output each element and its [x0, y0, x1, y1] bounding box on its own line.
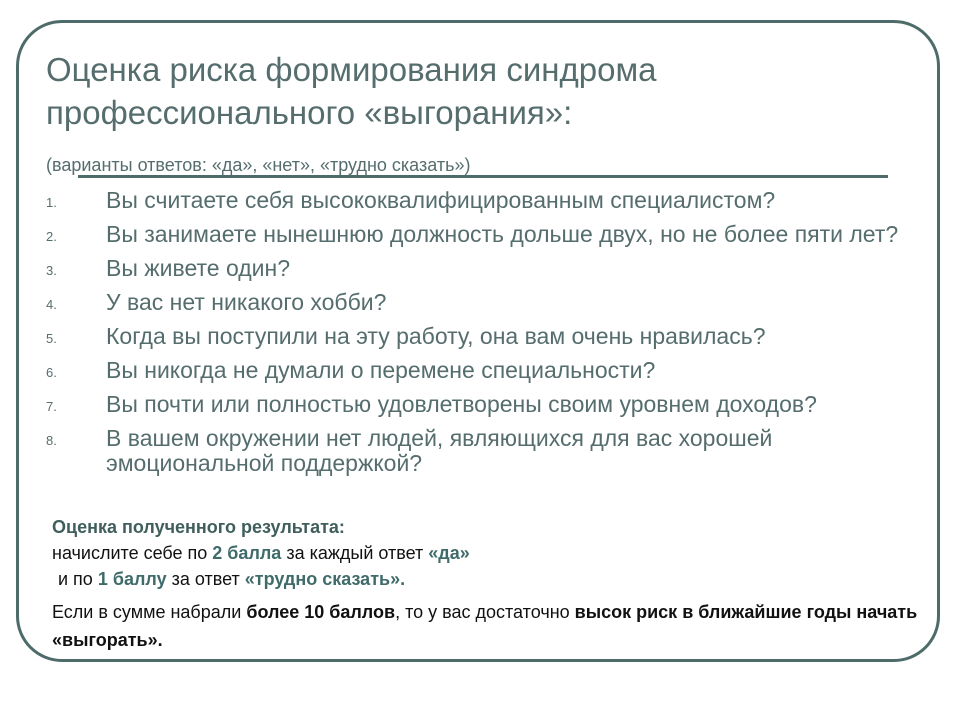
- threshold-score: более 10 баллов: [246, 602, 396, 622]
- question-text: У вас нет никакого хобби?: [106, 289, 387, 315]
- answer-yes: «да»: [428, 543, 470, 563]
- score-one-point: 1 баллу: [97, 569, 167, 589]
- question-item: [46, 188, 946, 215]
- question-text: Вы считаете себя высококвалифицированным специалистом?: [106, 187, 776, 213]
- question-item: [46, 358, 946, 385]
- question-number: 6.: [46, 365, 57, 380]
- divider-line: [78, 175, 888, 178]
- result-section: [52, 514, 932, 654]
- conclusion-text: [52, 598, 932, 654]
- question-list: [46, 188, 946, 483]
- question-text: Вы никогда не думали о перемене специальности?: [106, 357, 656, 383]
- question-item: [46, 392, 946, 419]
- question-number: 8.: [46, 433, 57, 448]
- scoring-rule-yes: [52, 540, 932, 566]
- score-two-points: 2 балла: [212, 543, 282, 563]
- question-item: [46, 324, 946, 351]
- conclusion-part: Если в сумме набрали: [52, 602, 247, 622]
- risk-statement: высок риск в ближайшие годы начать «выгорать».: [52, 602, 918, 650]
- question-item: [46, 256, 946, 283]
- conclusion-part: , то у вас достаточно: [395, 602, 575, 622]
- question-text: Вы живете один?: [106, 255, 290, 281]
- answer-unsure: «трудно сказать».: [244, 569, 406, 589]
- question-text: Когда вы поступили на эту работу, она вам очень нравилась?: [106, 323, 766, 349]
- scoring-text: начислите себе по: [52, 543, 213, 563]
- answer-options-subtitle: (варианты ответов: «да», «нет», «трудно сказать»): [46, 155, 471, 175]
- scoring-rule-unsure: [52, 566, 932, 592]
- question-number: 2.: [46, 229, 57, 244]
- scoring-text: за ответ: [166, 569, 245, 589]
- slide-title: Оценка риска формирования синдрома профессионального «выгорания»:: [46, 51, 657, 131]
- scoring-text: и по: [58, 569, 98, 589]
- question-text: Вы занимаете нынешнюю должность дольше двух, но не более пяти лет?: [106, 221, 899, 247]
- question-number: 5.: [46, 331, 57, 346]
- question-text: В вашем окружении нет людей, являющихся для вас хорошей эмоциональной поддержкой?: [106, 425, 773, 476]
- question-number: 7.: [46, 399, 57, 414]
- question-item: [46, 222, 946, 249]
- question-number: 4.: [46, 297, 57, 312]
- question-number: 3.: [46, 263, 57, 278]
- scoring-text: за каждый ответ: [281, 543, 429, 563]
- result-heading: Оценка полученного результата:: [52, 517, 345, 537]
- question-number: 1.: [46, 195, 57, 210]
- question-item: [46, 290, 946, 317]
- question-item: [46, 426, 946, 476]
- question-text: Вы почти или полностью удовлетворены своим уровнем доходов?: [106, 391, 817, 417]
